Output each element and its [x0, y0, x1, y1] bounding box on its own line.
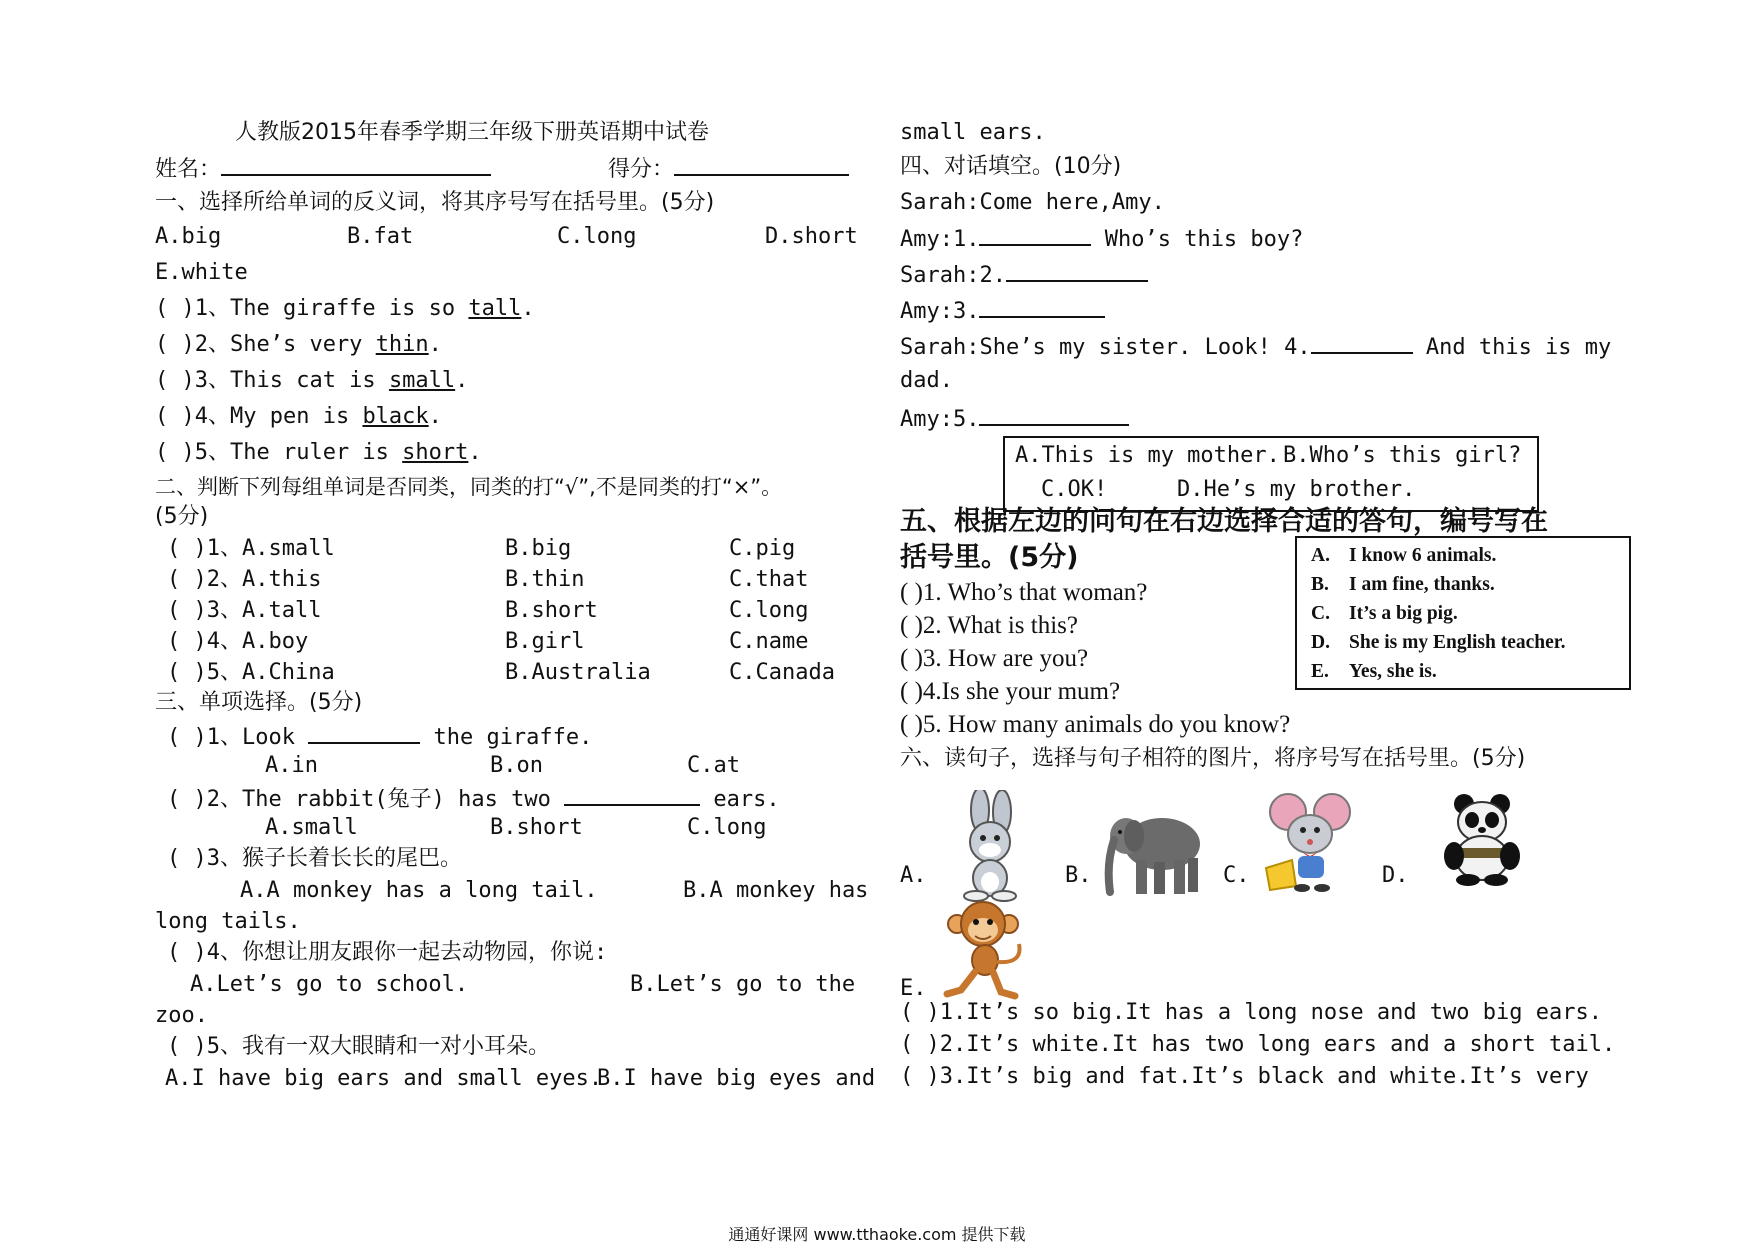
s3-q1-opt-a: A.in [265, 753, 318, 778]
s5-question-2[interactable]: ( )2. What is this? [900, 612, 1078, 639]
s3-q5-opt-b: B.I have big eyes and [597, 1066, 876, 1091]
s1-option-c: C.long [557, 224, 637, 249]
s3-q4-opt-b: B.Let’s go to the [630, 972, 856, 997]
s4-line-5[interactable]: Sarah:She’s my sister. Look! 4. And this is my [900, 330, 1611, 363]
s3-q5[interactable]: ( )5、我有一双大眼睛和一对小耳朵。 [167, 1034, 550, 1059]
s3-q1-opt-c: C.at [687, 753, 740, 778]
s1-item-3[interactable]: ( )3、This cat is small. [155, 368, 469, 393]
s5-question-3[interactable]: ( )3. How are you? [900, 645, 1089, 672]
s4-option-box [1003, 436, 1539, 512]
s2-row-4-c: C.name [729, 629, 809, 654]
s2-row-2-q[interactable]: ( )2、A.this [167, 567, 322, 592]
s1-item-5[interactable]: ( )5、The ruler is short. [155, 440, 482, 465]
s2-row-3-c: C.long [729, 598, 809, 623]
s5-answer-a: A. I know 6 animals. [1311, 545, 1497, 566]
s3-q1-blank[interactable] [308, 720, 420, 744]
s4-line-1: Sarah:Come here,Amy. [900, 190, 1165, 215]
pic-label-c: C. [1223, 863, 1250, 888]
s1-option-b: B.fat [347, 224, 414, 249]
s3-q3[interactable]: ( )3、猴子长着长长的尾巴。 [167, 846, 462, 871]
s3-q4-opt-a: A.Let’s go to school. [190, 972, 469, 997]
mouse-icon[interactable] [1260, 790, 1360, 894]
s4-blank-3[interactable] [979, 294, 1105, 318]
s2-row-4-q[interactable]: ( )4、A.boy [167, 629, 309, 654]
s1-option-d: D.short [765, 224, 858, 249]
s3-q5-opt-a: A.I have big ears and small eyes. [165, 1066, 603, 1091]
section1-heading: 一、选择所给单词的反义词，将其序号写在括号里。(5分) [155, 190, 715, 215]
s5-answer-b: B. I am fine, thanks. [1311, 574, 1495, 595]
score-field[interactable] [608, 152, 849, 185]
pic-label-e: E. [900, 976, 927, 1001]
s5-answer-c: C. It’s a big pig. [1311, 603, 1458, 624]
s5-answer-d: D. She is my English teacher. [1311, 632, 1566, 653]
pic-label-d: D. [1382, 863, 1409, 888]
s4-blank-2[interactable] [1006, 258, 1148, 282]
s6-item-2[interactable]: ( )2.It’s white.It has two long ears and a short tail. [900, 1032, 1616, 1057]
s2-row-4-b: B.girl [505, 629, 585, 654]
page-footer: 通通好课网 www.tthaoke.com 提供下载 [728, 1225, 1026, 1244]
s3-q4[interactable]: ( )4、你想让朋友跟你一起去动物园，你说: [167, 940, 608, 965]
s1-option-e: E.white [155, 260, 248, 285]
s4-option-b: B.Who’s this girl? [1283, 443, 1522, 468]
s1-item-4[interactable]: ( )4、My pen is black. [155, 404, 442, 429]
s3-q3-opt-b-cont: long tails. [155, 909, 301, 934]
s3-q1-opt-b: B.on [490, 753, 543, 778]
pic-label-b: B. [1065, 863, 1092, 888]
monkey-icon[interactable] [935, 898, 1031, 1002]
s5-answer-e: E. Yes, she is. [1311, 661, 1437, 682]
s1-item-1[interactable]: ( )1、The giraffe is so tall. [155, 296, 535, 321]
s6-item-1[interactable]: ( )1.It’s so big.It has a long nose and two big ears. [900, 1000, 1602, 1025]
s3-q3-opt-a: A.A monkey has a long tail. [240, 878, 598, 903]
section2-points: (5分) [155, 504, 209, 529]
s5-question-1[interactable]: ( )1. Who’s that woman? [900, 579, 1148, 606]
s2-row-3-b: B.short [505, 598, 598, 623]
s3-q2-opt-b: B.short [490, 815, 583, 840]
s3-q2[interactable]: ( )2、The rabbit(兔子) has two ears. [167, 782, 780, 815]
s6-item-3[interactable]: ( )3.It’s big and fat.It’s black and white.It’s very [900, 1064, 1589, 1089]
score-label: 得分： [608, 157, 675, 182]
section3-heading: 三、单项选择。(5分) [155, 690, 363, 715]
s2-row-1-b: B.big [505, 536, 572, 561]
s2-row-5-b: B.Australia [505, 660, 651, 685]
section5-heading: 五、根据左边的问句在右边选择合适的答句，编号写在 [900, 506, 1548, 537]
s4-line-7[interactable]: Amy:5. [900, 402, 1129, 435]
panda-icon[interactable] [1440, 790, 1524, 886]
s2-row-3-q[interactable]: ( )3、A.tall [167, 598, 322, 623]
rabbit-icon[interactable] [940, 790, 1040, 902]
s4-line-2[interactable]: Amy:1. Who’s this boy? [900, 222, 1303, 255]
section6-heading: 六、读句子，选择与句子相符的图片，将序号写在括号里。(5分) [900, 746, 1526, 771]
s3-q3-opt-b: B.A monkey has [683, 878, 869, 903]
s1-option-a: A.big [155, 224, 222, 249]
s4-line-4[interactable]: Amy:3. [900, 294, 1105, 327]
s3-q5-opt-b-cont: small ears. [900, 120, 1046, 145]
s3-q1[interactable]: ( )1、Look the giraffe. [167, 720, 592, 753]
s2-row-5-c: C.Canada [729, 660, 835, 685]
section4-heading: 四、对话填空。(10分) [900, 154, 1122, 179]
s2-row-2-b: B.thin [505, 567, 585, 592]
s2-row-5-q[interactable]: ( )5、A.China [167, 660, 335, 685]
s4-option-c: C.OK! [1041, 477, 1108, 502]
name-field[interactable] [155, 152, 491, 185]
s4-line-6: dad. [900, 368, 953, 393]
s3-q4-opt-b-cont: zoo. [155, 1003, 208, 1028]
s2-row-1-c: C.pig [729, 536, 796, 561]
s4-line-3[interactable]: Sarah:2. [900, 258, 1148, 291]
s2-row-1-q[interactable]: ( )1、A.small [167, 536, 335, 561]
s4-blank-4[interactable] [1311, 330, 1413, 354]
s2-row-2-c: C.that [729, 567, 809, 592]
s5-answer-box [1295, 536, 1631, 690]
s5-question-4[interactable]: ( )4.Is she your mum? [900, 678, 1121, 705]
name-blank[interactable] [221, 152, 491, 176]
s3-q2-opt-c: C.long [687, 815, 767, 840]
s5-question-5[interactable]: ( )5. How many animals do you know? [900, 711, 1291, 738]
s4-blank-5[interactable] [979, 402, 1129, 426]
s4-blank-1[interactable] [979, 222, 1091, 246]
elephant-icon[interactable] [1100, 800, 1212, 898]
s3-q2-blank[interactable] [564, 782, 700, 806]
section5-heading-cont: 括号里。(5分) [900, 542, 1079, 573]
score-blank[interactable] [674, 152, 849, 176]
s4-option-a: A.This is my mother. [1015, 443, 1280, 468]
s3-q2-opt-a: A.small [265, 815, 358, 840]
exam-title: 人教版2015年春季学期三年级下册英语期中试卷 [235, 120, 709, 145]
section2-heading: 二、判断下列每组单词是否同类，同类的打“√”,不是同类的打“×”。 [155, 475, 783, 499]
s4-option-d: D.He’s my brother. [1177, 477, 1416, 502]
pic-label-a: A. [900, 863, 927, 888]
s1-item-2[interactable]: ( )2、She’s very thin. [155, 332, 442, 357]
name-label: 姓名： [155, 157, 222, 182]
